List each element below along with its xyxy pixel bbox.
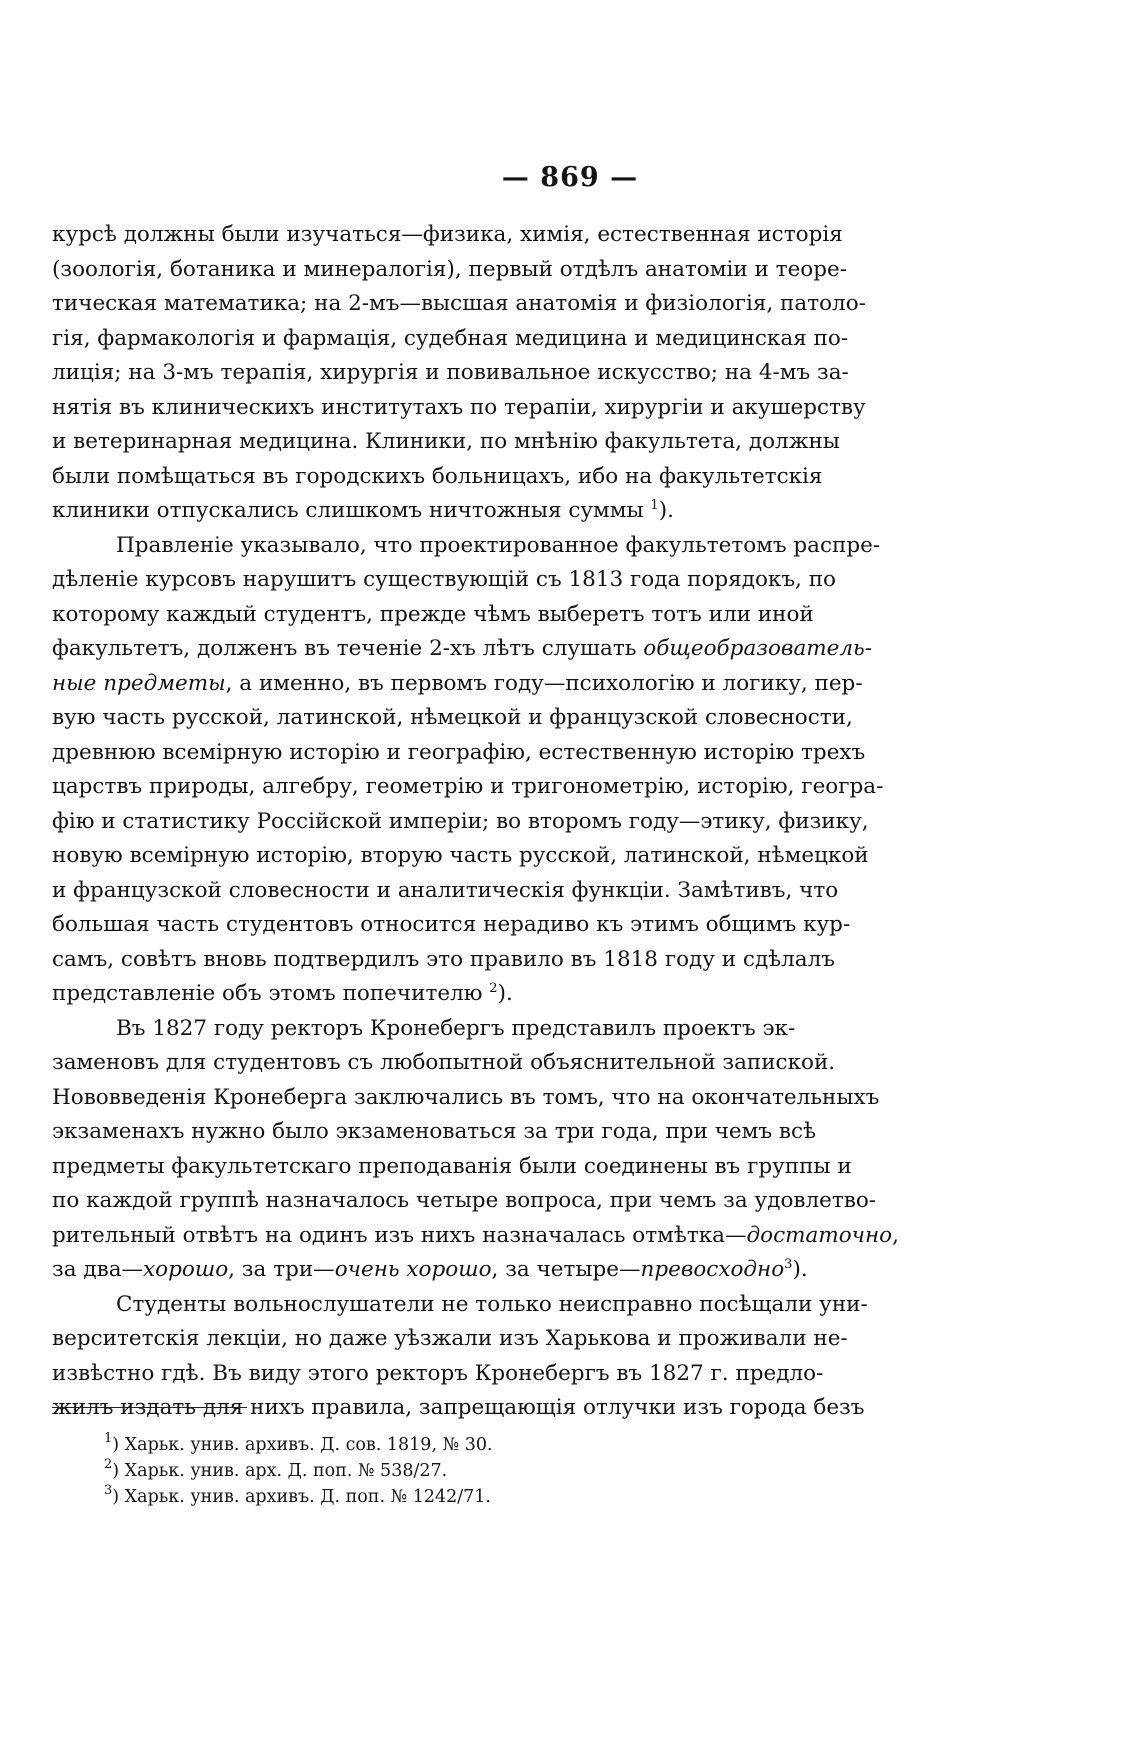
text-line: вую часть русской, латинской, нѣмецкой и французской словесности,: [52, 705, 853, 730]
text-line: гія, фармакологія и фармація, судебная медицина и медицинская по-: [52, 325, 849, 351]
text-line: нятія въ клиническихъ институтахъ по терапіи, хирургіи и акушерству: [52, 394, 866, 420]
footnote: $^2$) Харьк. унив. арх. Д. поп. № 538/27.: [104, 1457, 448, 1481]
text-line: Студенты вольнослушатели не только неисправно посѣщали уни-: [116, 1291, 868, 1317]
text-line: извѣстно гдѣ. Въ виду этого ректоръ Кронебергъ въ 1827 г. предло-: [52, 1360, 824, 1386]
text-line: и ветеринарная медицина. Клиники, по мнѣнію факультета, должны: [52, 429, 840, 454]
text-line: были помѣщаться въ городскихъ больницахъ, ибо на факультетскія: [52, 463, 823, 489]
text-line: жилъ издать для нихъ правила, запрещающія отлучки изъ города безъ: [52, 1395, 865, 1420]
text-line: лиція; на 3-мъ терапія, хирургія и повивальное искусство; на 4-мъ за-: [52, 360, 849, 385]
text-line: большая часть студентовъ относится нерадиво къ этимъ общимъ кур-: [52, 912, 851, 937]
text-line: царствъ природы, алгебру, геометрію и тригонометрію, исторію, геогра-: [52, 774, 884, 799]
footnote-ref: 2: [489, 981, 498, 996]
text-line: тическая математика; на 2-мъ—высшая анатомія и физіологія, патоло-: [52, 291, 866, 316]
text-line: курсѣ должны были изучаться—физика, химія, естественная исторія: [52, 222, 843, 247]
text-line: дѣленіе курсовъ нарушитъ существующій съ 1813 года порядокъ, по: [52, 567, 836, 592]
footnote-ref: 1: [650, 498, 659, 513]
text-line: Правленіе указывало, что проектированное факультетомъ распре-: [116, 532, 881, 558]
footnotes: [104, 1432, 493, 1510]
text-line: клиники отпускались слишкомъ ничтожныя суммы $^1$).: [52, 498, 674, 523]
text-line: Въ 1827 году ректоръ Кронебергъ представилъ проектъ эк-: [116, 1015, 796, 1041]
text-line: и французской словесности и аналитическія функціи. Замѣтивъ, что: [52, 877, 839, 903]
text-line: по каждой группѣ назначалось четыре вопроса, при чемъ за удовлетво-: [52, 1188, 877, 1213]
text-line: древнюю всемірную исторію и географію, естественную исторію трехъ: [52, 739, 866, 765]
text-line: новую всемірную исторію, вторую часть русской, латинской, нѣмецкой: [52, 843, 869, 868]
text-line: которому каждый студентъ, прежде чѣмъ выберетъ тотъ или иной: [52, 601, 814, 627]
page-number: — 869 —: [501, 162, 639, 193]
text-line: за два—хорошо, за три—очень хорошо, за четыре—превосходно$^3$).: [52, 1257, 808, 1282]
text-line: рительный отвѣтъ на одинъ изъ нихъ назначалась отмѣтка—достаточно,: [52, 1222, 899, 1248]
text-line: экзаменахъ нужно было экзаменоваться за три года, при чемъ всѣ: [52, 1119, 816, 1144]
text-line: самъ, совѣтъ вновь подтвердилъ это правило въ 1818 году и сдѣлалъ: [52, 946, 835, 972]
footnote-ref: 3: [784, 1257, 793, 1272]
footnote-divider: [52, 1407, 247, 1408]
text-line: факультетъ, долженъ въ теченіе 2-хъ лѣтъ слушать общеобразователь-: [52, 636, 873, 661]
text-line: Нововведенія Кронеберга заключались въ томъ, что на окончательныхъ: [52, 1084, 880, 1110]
text-line: предметы факультетскаго преподаванія были соединены въ группы и: [52, 1153, 852, 1179]
text-line: (зоологія, ботаника и минералогія), первый отдѣлъ анатоміи и теоре-: [52, 256, 847, 282]
footnote: $^1$) Харьк. унив. архивъ. Д. сов. 1819, № 30.: [104, 1431, 493, 1455]
footnote: $^3$) Харьк. унив. архивъ. Д. поп. № 1242/71.: [104, 1483, 491, 1507]
text-line: ные предметы, а именно, въ первомъ году—психологію и логику, пер-: [52, 670, 863, 696]
text-line: представленіе объ этомъ попечителю $^2$).: [52, 981, 513, 1006]
text-line: фію и статистику Россійской имперіи; во второмъ году—этику, физику,: [52, 808, 869, 834]
body-text: [52, 218, 917, 1426]
text-line: заменовъ для студентовъ съ любопытной объяснительной запиской.: [52, 1050, 836, 1075]
text-line: верситетскія лекціи, но даже уѣзжали изъ Харькова и проживали не-: [52, 1326, 848, 1351]
